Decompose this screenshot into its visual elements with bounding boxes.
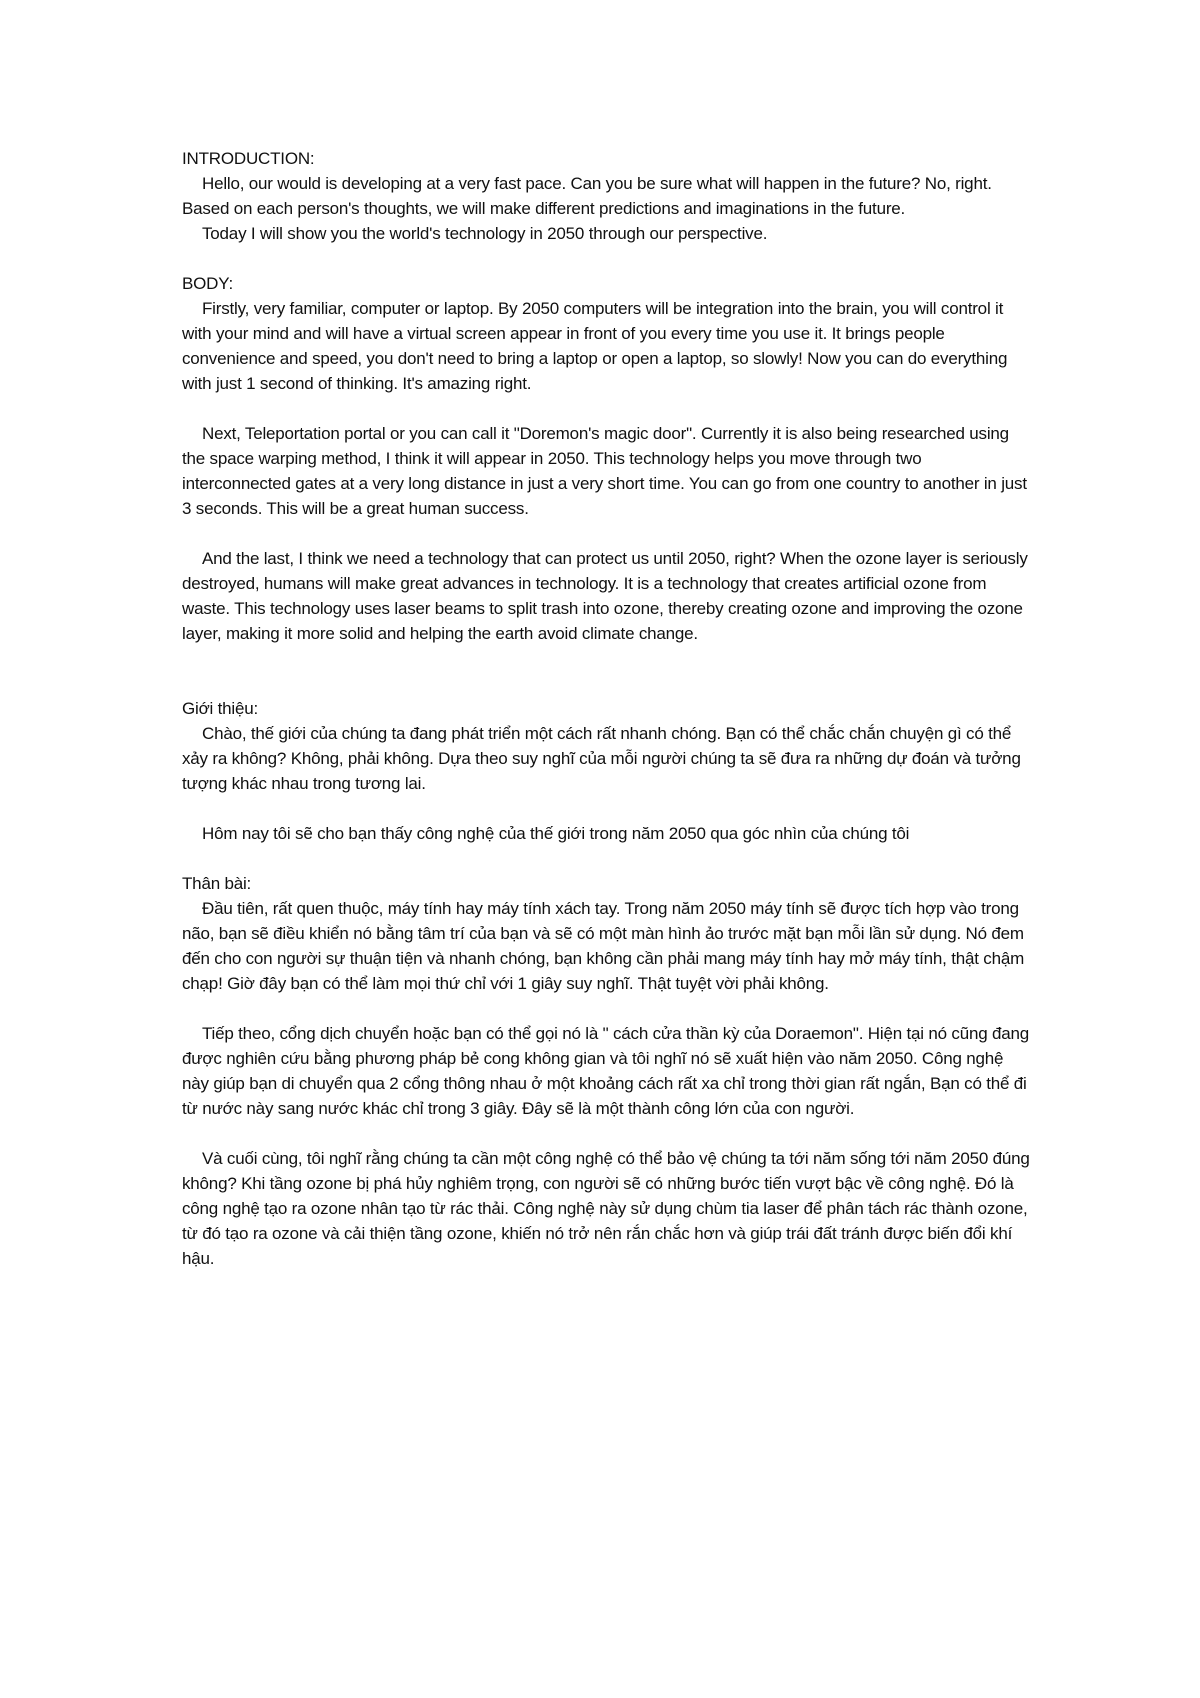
spacer [182,796,1032,821]
intro-paragraph-en-1: Hello, our would is developing at a very fast pace. Can you be sure what will happen in the future? No, right. Based on each person's thoughts, we will make different predictions and imaginations in the future. [182,174,992,218]
spacer [182,646,1032,696]
body-paragraph-en-3: And the last, I think we need a technology that can protect us until 2050, right? When the ozone layer is seriously destroyed, humans will make great advances in technology. It is a technology that creates artificial ozone from waste. This technology uses laser beams to split trash into ozone, thereby creating ozone and improving the ozone layer, making it more solid and helping the earth avoid climate change. [182,549,1028,643]
spacer [182,396,1032,421]
body-paragraph-en-2: Next, Teleportation portal or you can call it "Doremon's magic door". Currently it is also being researched using the space warping method, I think it will appear in 2050. This technology helps you move through two interconnected gates at a very long distance in just a very short time. You can go from one country to another in just 3 seconds. This will be a great human success. [182,424,1027,518]
intro-paragraph-vi-1: Chào, thế giới của chúng ta đang phát triển một cách rất nhanh chóng. Bạn có thể chắc chắn chuyện gì có thể xảy ra không? Không, phải không. Dựa theo suy nghĩ của mỗi người chúng ta sẽ đưa ra những dự đoán và tưởng tượng khác nhau trong tương lai. [182,724,1021,793]
intro-heading-en: INTRODUCTION: [182,149,315,168]
spacer [182,996,1032,1021]
intro-paragraph-en-2: Today I will show you the world's technology in 2050 through our perspective. [202,224,768,243]
intro-paragraph-vi-2: Hôm nay tôi sẽ cho bạn thấy công nghệ của thế giới trong năm 2050 qua góc nhìn của chúng tôi [202,824,910,843]
spacer [182,1121,1032,1146]
body-paragraph-vi-2: Tiếp theo, cổng dịch chuyển hoặc bạn có thể gọi nó là " cách cửa thần kỳ của Doraemon". Hiện tại nó cũng đang được nghiên cứu bằng phương pháp bẻ cong không gian và tôi nghĩ nó sẽ xuất hiện vào năm 2050. Công nghệ này giúp bạn di chuyển qua 2 cổng thông nhau ở một khoảng cách rất xa chỉ trong thời gian rất ngắn, Bạn có thể đi từ nước này sang nước khác chỉ trong 3 giây. Đây sẽ là một thành công lớn của con người. [182,1024,1030,1118]
body-paragraph-en-1: Firstly, very familiar, computer or laptop. By 2050 computers will be integration into the brain, you will control it with your mind and will have a virtual screen appear in front of you every time you use it. It brings people convenience and speed, you don't need to bring a laptop or open a laptop, so slowly! Now you can do everything with just 1 second of thinking. It's amazing right. [182,299,1008,393]
document-content [182,146,1032,1271]
spacer [182,246,1032,271]
body-paragraph-vi-1: Đầu tiên, rất quen thuộc, máy tính hay máy tính xách tay. Trong năm 2050 máy tính sẽ được tích hợp vào trong não, bạn sẽ điều khiển nó bằng tâm trí của bạn và sẽ có một màn hình ảo trước mặt bạn mỗi lần sử dụng. Nó đem đến cho con người sự thuận tiện và nhanh chóng, bạn không cần phải mang máy tính hay mở máy tính, thật chậm chạp! Giờ đây bạn có thể làm mọi thứ chỉ với 1 giây suy nghĩ. Thật tuyệt vời phải không. [182,899,1025,993]
spacer [182,846,1032,871]
body-paragraph-vi-3: Và cuối cùng, tôi nghĩ rằng chúng ta cần một công nghệ có thể bảo vệ chúng ta tới năm sống tới năm 2050 đúng không? Khi tầng ozone bị phá hủy nghiêm trọng, con người sẽ có những bước tiến vượt bậc về công nghệ. Đó là công nghệ tạo ra ozone nhân tạo từ rác thải. Công nghệ này sử dụng chùm tia laser để phân tách rác thành ozone, từ đó tạo ra ozone và cải thiện tầng ozone, khiến nó trở nên rắn chắc hơn và giúp trái đất tránh được biến đổi khí hậu. [182,1149,1030,1268]
body-heading-en: BODY: [182,274,233,293]
spacer [182,521,1032,546]
body-heading-vi: Thân bài: [182,874,252,893]
intro-heading-vi: Giới thiệu: [182,699,259,718]
